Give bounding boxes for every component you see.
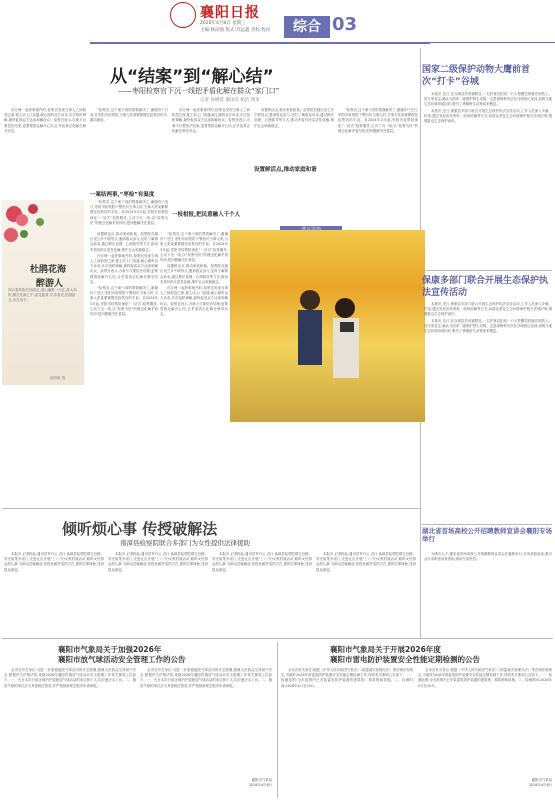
- mid-title: 倾听烦心事 传授破解法: [62, 520, 218, 538]
- poem-body: 四月春风吹开杜鹃花,漫山遍野一片红,游人如织,醉在花海之中,赏花踏青,尽享春光,拍照留念,乐在其中。: [8, 288, 77, 302]
- right-text-3: 为吸引人才,湖北省首场高校公开招聘教师宣讲会在襄阳举行,多所高校参加,吸引众多求职者前来咨询,现场气氛热烈。: [424, 552, 552, 562]
- notice-1-text-a: 全市各有关单位:为进一步加强施放气球活动的安全管理,保障人民群众生命财产安全,根据有关法律法规,现就2026年襄阳市施放气球活动安全管理工作有关事项公告如下。一、凡在本市行政区域内开展施放气球活动的单位和个人,均应遵守本公告。二、施放气球的单位应当具备相应资质,并严格按照规定程序申请审批。: [4, 668, 136, 688]
- mid-col-text-1: 设置鲜活点,推动家庭和谐。检察院在辖区设立多个联络点,邀请群众参与,及时了解群众诉求,通过释法说理、心理疏导等方式,推动矛盾纠纷实质性化解,维护社会和谐稳定。 在办理一起民事案件时,检察官发现当事人之间积怨已深,便主动上门沟通,耐心倾听双方诉求,多次组织调解,最终促成双方达成和解协议。检察官表示,办案不仅要依法结案,更要帮群众解开心结,让矛盾真正化解在萌芽状态。 “检察官,这个案子真的帮我解决了,谢谢你!”近日,枣阳市检察院干警回访当事人时,当事人张某紧紧握住检察官的手说。自2024年3月起,枣阳市检察院深化“一站式”检察服务,主动下沉一线,以“检察为民”的理念化解矛盾纠纷,把问题解决在基层。: [90, 232, 158, 317]
- mid-text-2: 本报讯 记者程远 通讯员李巧云 近日,南漳县检察院联合妇联、司法局等多部门,走进社区开展“三八”妇女维权周活动,倾听女性群众烦心事,为群众答疑解惑,传授化解矛盾的方法,提供法律援助,受到群众欢迎。: [108, 552, 208, 572]
- lead-subhead-2: 一枝柑报,把民意融入千个人: [172, 212, 241, 218]
- lead-col2: 在办理一起民事案件时,检察官发现当事人之间积怨已深,便主动上门沟通,耐心倾听双方诉求,多次组织调解,最终促成双方达成和解协议。检察官表示,办案不仅要依法结案,更要帮群众解开心结,让矛盾真正化解在萌芽状态。: [172, 108, 250, 133]
- people-figure: [280, 270, 380, 420]
- left-col-text: 在办理一起民事案件时,检察官发现当事人之间积怨已深,便主动上门沟通,耐心倾听双方诉求,多次组织调解,最终促成双方达成和解协议。检察官表示,办案不仅要依法结案,更要帮群众解开心结,让矛盾真正化解在萌芽状态。: [4, 108, 86, 133]
- lead-title: 从“结案”到“解心结”: [110, 67, 274, 87]
- paper-name: 襄阳日报: [200, 5, 260, 21]
- notice-2-sign: 襄阳市气象局 2026年4月8日: [528, 778, 552, 788]
- lead-subhead-3: 设置鲜活点,推动家庭和谐: [254, 167, 317, 173]
- right-headline-1: 国家二级保护动物大鹰前首次“打卡”谷城: [422, 65, 531, 87]
- issue-meta: 主编:杨添强 版式:苏远鑫 责校:程岸: [200, 28, 271, 33]
- masthead-rule: [90, 42, 430, 44]
- lead-col3: 设置鲜活点,推动家庭和谐。检察院在辖区设立多个联络点,邀请群众参与,及时了解群众诉求,通过释法说理、心理疏导等方式,推动矛盾纠纷实质性化解,维护社会和谐稳定。: [254, 108, 334, 128]
- issue-date: 2026年4月8日 星期三: [200, 21, 246, 26]
- lead-byline: 记者 孙锦延 通讯员 杨洁 周来: [200, 98, 260, 103]
- notice-2-text-b: 全市各有关单位:根据《中华人民共和国气象法》《防雷减灾管理办法》等法律法规规定,为做好2026年度雷电防护装置安全性能定期检测工作,现将有关事项公告如下。一、检测范围:全市范围内已安装雷电防护装置的建筑物、构筑物和设施。二、检测时间:2026年4月至10月。: [418, 668, 552, 688]
- notice-2-title-2: 襄阳市雷电防护装置安全性能定期检测的公告: [330, 655, 480, 664]
- section-label: 综合: [284, 16, 330, 38]
- right-text-2: 本报讯 近日,保康县多部门联合开展生态保护执法宣传活动,工作人员深入乡镇、村组,通过发放宣传资料、现场讲解等方式,向群众普及生态环境保护相关法律法规,增强群众生态保护意识。 本报讯 近日,在谷城县茨河镇附近,一名护林员拍到一只大型鹰类停落在树枝上。经专家鉴定,确认为国家二级保护野生动物。这是该物种首次在谷城被记录到,表明当地生态环境持续向好,吸引了珍稀野生动物前来栖息。: [424, 302, 552, 334]
- mid-subtitle: 南漳县检察院联合多部门为女性提供法律援助: [120, 539, 250, 547]
- notice-2-text-a: 全市各有关单位:根据《中华人民共和国气象法》《防雷减灾管理办法》等法律法规规定,为做好2026年度雷电防护装置安全性能定期检测工作,现将有关事项公告如下。一、检测范围:全市范围内已安装雷电防护装置的建筑物、构筑物和设施。二、检测时间:2026年4月至10月。: [281, 668, 413, 688]
- lead-subhead-1: 一案结两事,“枣检”有温度: [90, 192, 155, 198]
- lead-subtitle: ——枣阳检察官下沉一线把矛盾化解在群众“家门口”: [118, 87, 280, 95]
- article-photo: [230, 230, 425, 422]
- right-divider-1: [422, 270, 552, 271]
- mid-text-1: 本报讯 记者程远 通讯员李巧云 近日,南漳县检察院联合妇联、司法局等多部门,走进社区开展“三八”妇女维权周活动,倾听女性群众烦心事,为群众答疑解惑,传授化解矛盾的方法,提供法律援助,受到群众欢迎。: [4, 552, 104, 572]
- masthead-rule-right: [430, 42, 555, 43]
- poem-title-1: 杜鹃花海: [30, 265, 67, 275]
- right-text-1: 本报讯 近日,在谷城县茨河镇附近,一名护林员拍到一只大型鹰类停落在树枝上。经专家鉴定,确认为国家二级保护野生动物。这是该物种首次在谷城被记录到,表明当地生态环境持续向好,吸引了珍稀野生动物前来栖息。 本报讯 近日,保康县多部门联合开展生态保护执法宣传活动,工作人员深入乡镇、村组,通过发放宣传资料、现场讲解等方式,向群众普及生态环境保护相关法律法规,增强群众生态保护意识。: [424, 92, 552, 124]
- right-divider-2: [422, 524, 552, 525]
- notice-1-sign: 襄阳市气象局 2026年4月8日: [248, 778, 272, 788]
- mid-col-text-2: “检察官,这个案子真的帮我解决了,谢谢你!”近日,枣阳市检察院干警回访当事人时,当事人张某紧紧握住检察官的手说。自2024年3月起,枣阳市检察院深化“一站式”检察服务,主动下沉一线,以“检察为民”的理念化解矛盾纠纷,把问题解决在基层。 设置鲜活点,推动家庭和谐。检察院在辖区设立多个联络点,邀请群众参与,及时了解群众诉求,通过释法说理、心理疏导等方式,推动矛盾纠纷实质性化解,维护社会和谐稳定。 在办理一起民事案件时,检察官发现当事人之间积怨已深,便主动上门沟通,耐心倾听双方诉求,多次组织调解,最终促成双方达成和解协议。检察官表示,办案不仅要依法结案,更要帮群众解开心结,让矛盾真正化解在萌芽状态。: [160, 232, 228, 317]
- mid-divider: [2, 508, 420, 509]
- flower-shape: [16, 214, 28, 226]
- page-number: 03: [332, 14, 358, 35]
- lead-col4: “检察官,这个案子真的帮我解决了,谢谢你!”近日,枣阳市检察院干警回访当事人时,当事人张某紧紧握住检察官的手说。自2024年3月起,枣阳市检察院深化“一站式”检察服务,主动下沉一线,以“检察为民”的理念化解矛盾纠纷,把问题解决在基层。: [338, 108, 418, 133]
- lead-col1: “检察官,这个案子真的帮我解决了,谢谢你!”近日,枣阳市检察院干警回访当事人时,当事人张某紧紧握住检察官的手说。自2024年3月起,枣阳市检察院深化“一站式”检察服务,主动下沉一线,以“检察为民”的理念化解矛盾纠纷,把问题解决在基层。: [90, 200, 168, 225]
- notice-1-title-2: 襄阳市放气球活动安全管理工作的公告: [58, 655, 186, 664]
- right-headline-3: 湖北省首场高校公开招聘教师宣讲会襄阳专场举行: [422, 527, 552, 543]
- flower-shape: [4, 228, 18, 242]
- notice-2-title-1: 襄阳市气象局关于开展2026年度: [330, 645, 441, 654]
- poem-title-2: 醉游人: [36, 279, 64, 289]
- lead-intro: “检察官,这个案子真的帮我解决了,谢谢你!”日前,在枣阳市检察院,当事人张某紧紧握住检察官的手,激动地说。: [90, 108, 168, 123]
- leaf-shape: [20, 230, 28, 238]
- newspaper-logo: [170, 2, 196, 28]
- bottom-center-divider: [277, 642, 278, 798]
- leaf-shape: [36, 218, 44, 226]
- mid-text-3: 本报讯 记者程远 通讯员李巧云 近日,南漳县检察院联合妇联、司法局等多部门,走进社区开展“三八”妇女维权周活动,倾听女性群众烦心事,为群众答疑解惑,传授化解矛盾的方法,提供法律援助,受到群众欢迎。: [212, 552, 312, 572]
- bottom-divider: [2, 638, 553, 639]
- mid-text-4: 本报讯 记者程远 通讯员李巧云 近日,南漳县检察院联合妇联、司法局等多部门,走进社区开展“三八”妇女维权周活动,倾听女性群众烦心事,为群众答疑解惑,传授化解矛盾的方法,提供法律援助,受到群众欢迎。: [316, 552, 416, 572]
- notice-1-text-b: 全市各有关单位:为进一步加强施放气球活动的安全管理,保障人民群众生命财产安全,根据有关法律法规,现就2026年襄阳市施放气球活动安全管理工作有关事项公告如下。一、凡在本市行政区域内开展施放气球活动的单位和个人,均应遵守本公告。二、施放气球的单位应当具备相应资质,并严格按照规定程序申请审批。: [140, 668, 272, 688]
- flower-shape: [28, 204, 38, 214]
- notice-1-title-1: 襄阳市气象局关于加强2026年: [58, 645, 162, 654]
- poem-author: 欧阳敏 摄: [50, 376, 66, 380]
- right-headline-2: 保康多部门联合开展生态保护执法宣传活动: [422, 276, 549, 298]
